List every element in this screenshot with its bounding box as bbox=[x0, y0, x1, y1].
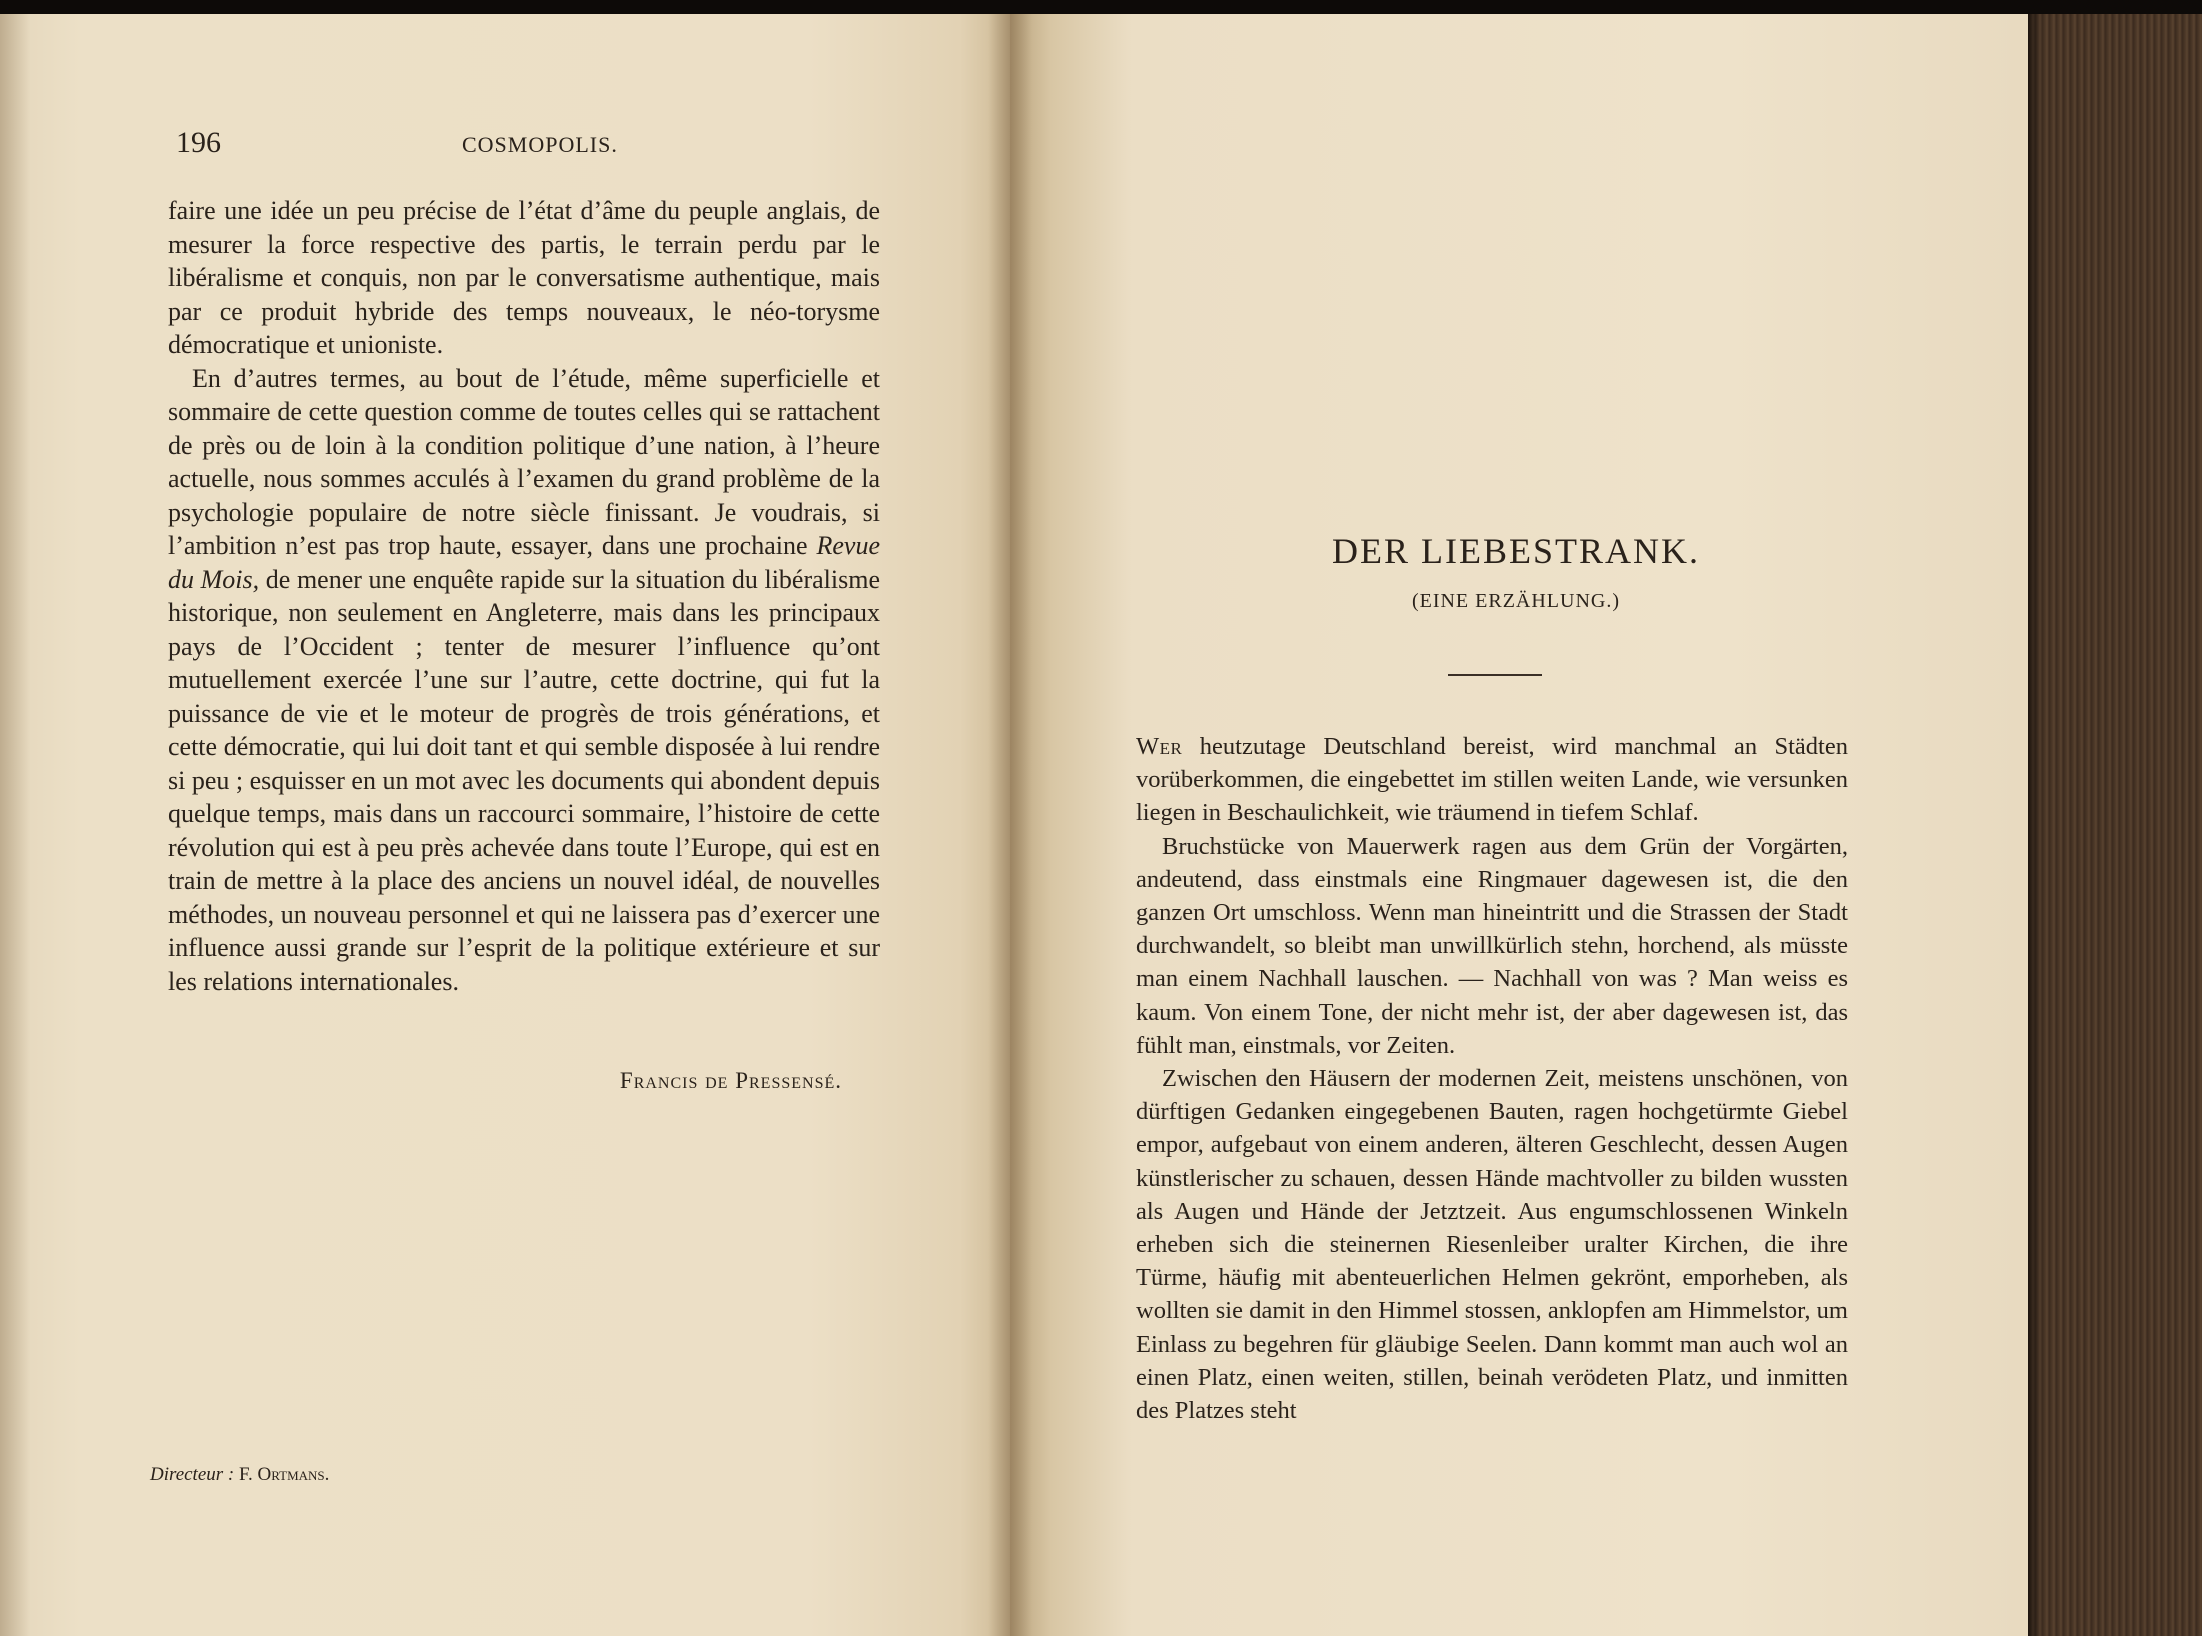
edge-shadow bbox=[2028, 14, 2042, 1636]
running-head: COSMOPOLIS. bbox=[462, 132, 618, 157]
right-page-body bbox=[1136, 730, 1848, 1427]
chapter-title: DER LIEBESTRANK. bbox=[1332, 531, 1700, 571]
book-spread bbox=[0, 14, 2202, 1636]
book-gutter bbox=[988, 14, 1032, 1636]
left-page bbox=[0, 14, 1010, 1636]
page-number: 196 bbox=[176, 126, 221, 159]
author-signature: Francis de Pressensé. bbox=[619, 1068, 842, 1093]
right-page bbox=[1010, 14, 2028, 1636]
footer-name: F. Ortmans. bbox=[239, 1464, 330, 1485]
footer-imprint bbox=[150, 1464, 329, 1486]
page-edge-shadow bbox=[0, 14, 30, 1636]
paragraph: Zwischen den Häusern der modernen Zeit, meistens unschönen, von dürftigen Gedanken eingegebenen Bauten, ragen hochgetürmte Giebel empor, aufgebaut von einem anderen, älteren Geschlecht, dessen Augen künstlerischer zu schauen, dessen Hände machtvoller zu bilden wussten als Augen und Hände der Jetztzeit. Aus engumschlossenen Winkeln erheben sich die steinernen Riesenleiber uralter Kirchen, die ihre Türme, häufig mit abenteuerlichen Helmen gekrönt, emporheben, als wollten sie damit in den Himmel stossen, anklopfen am Himmelstor, um Einlass zu begehren für gläubige Seelen. Dann kommt man auch wol an einen Platz, einen weiten, stillen, beinah verödeten Platz, und inmitten des Platzes steht bbox=[1136, 1065, 1848, 1425]
paragraph: faire une idée un peu précise de l’état d’âme du peuple anglais, de mesurer la force respective des partis, le terrain perdu par le libéralisme et conquis, non par le conversatisme authentique, mais par ce produit hybride des temps nouveaux, le néo-torysme démocratique et unioniste. bbox=[168, 196, 880, 359]
chapter-subtitle: (EINE ERZÄHLUNG.) bbox=[1411, 590, 1621, 612]
title-rule bbox=[1448, 674, 1542, 676]
page-block-edge bbox=[2028, 14, 2202, 1636]
paragraph-text: heutzutage Deutschland bereist, wird manchmal an Städten vorüberkommen, die eingebettet im stillen weiten Lande, wie versunken liegen in Beschaulichkeit, wie träumend in tiefem Schlaf. bbox=[1136, 733, 1848, 827]
left-page-header bbox=[176, 126, 884, 166]
italic-title: Revue du Mois, bbox=[168, 531, 881, 594]
left-page-body bbox=[168, 194, 880, 998]
footer-label: Directeur : bbox=[150, 1464, 235, 1485]
first-word: Wer bbox=[1136, 733, 1183, 760]
paragraph-text: En d’autres termes, au bout de l’étude, même superficielle et sommaire de cette question comme de toutes celles qui se rattachent de près ou de loin à la condition politique d’une nation, à l’heure actuelle, nous sommes acculés à l’examen du grand problème de la psychologie populaire de notre siècle finissant. Je voudrais, si l’ambition n’est pas trop haute, essayer, dans une prochaine bbox=[168, 363, 880, 560]
paragraph bbox=[1136, 730, 1848, 830]
paragraph-text: de mener une enquête rapide sur la situation du libéralisme historique, non seulement en Angleterre, mais dans les principaux pays de l’Occident ; tenter de mesurer l’influence qu’ont mutuellement exercée l’une sur l’autre, cette doctrine, qui fut la puissance de vie et le moteur de progrès de trois générations, et cette démocratie, qui lui doit tant et qui semble disposée à lui rendre si peu ; esquisser en un mot avec les documents qui abondent depuis quelque temps, mais dans un raccourci sommaire, l’histoire de cette révolution qui est à peu près achevée dans toute l’Europe, qui est en train de mettre à la place des anciens un nouvel idéal, de nouvelles méthodes, un nouveau personnel et qui ne laissera pas d’exercer une influence aussi grande sur l’esprit de la politique extérieure et sur les relations internationales. bbox=[168, 564, 880, 996]
paragraph bbox=[168, 362, 880, 999]
paragraph: Bruchstücke von Mauerwerk ragen aus dem Grün der Vorgärten, andeutend, dass einstmals eine Ringmauer dagewesen ist, die den ganzen Ort umschloss. Wenn man hineintritt und die Strassen der Stadt durchwandelt, so bleibt man unwillkürlich stehn, horchend, als müsste man einem Nachhall lauschen. — Nachhall von was ? Man weiss es kaum. Von einem Tone, der nicht mehr ist, der aber dagewesen ist, das fühlt man, einstmals, vor Zeiten. bbox=[1136, 832, 1848, 1059]
